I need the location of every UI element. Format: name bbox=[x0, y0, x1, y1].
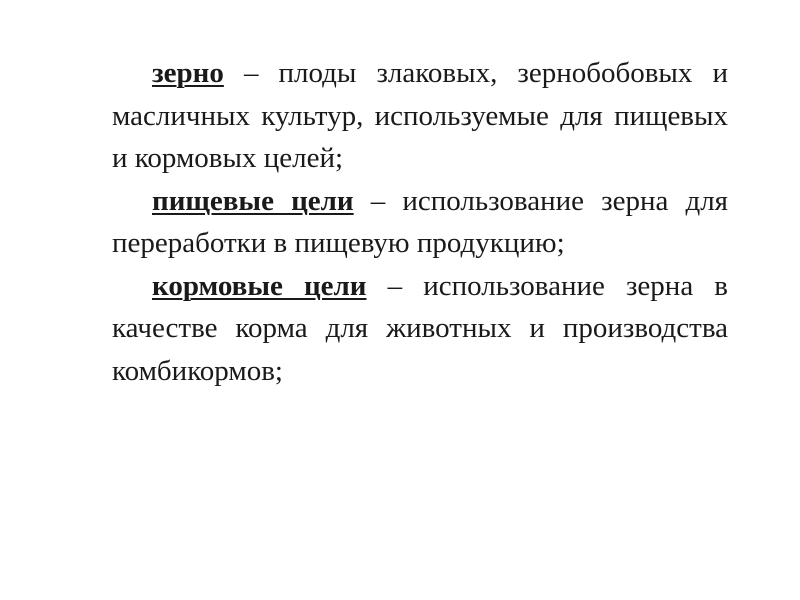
definition-text-feed-purposes: использование зерна в качестве корма для животных и производства комбикормов; bbox=[112, 269, 728, 387]
term-feed-purposes: кормовые цели bbox=[152, 269, 367, 302]
definition-dash: – bbox=[223, 57, 279, 89]
definition-dash: – bbox=[366, 269, 424, 302]
definition-grain bbox=[112, 52, 728, 180]
definitions-block bbox=[112, 52, 728, 392]
definition-food-purposes bbox=[112, 180, 728, 265]
definition-text-food-purposes: использование зерна для переработки в пищевую продукцию; bbox=[112, 184, 729, 259]
term-food-purposes: пищевые цели bbox=[152, 184, 354, 217]
definition-text-grain: плоды злаковых, зернобобовых и масличных культур, используемые для пищевых и кормовых целей; bbox=[112, 57, 729, 174]
definition-feed-purposes bbox=[112, 265, 728, 393]
term-grain: зерно bbox=[152, 57, 224, 89]
definition-dash: – bbox=[353, 184, 403, 217]
